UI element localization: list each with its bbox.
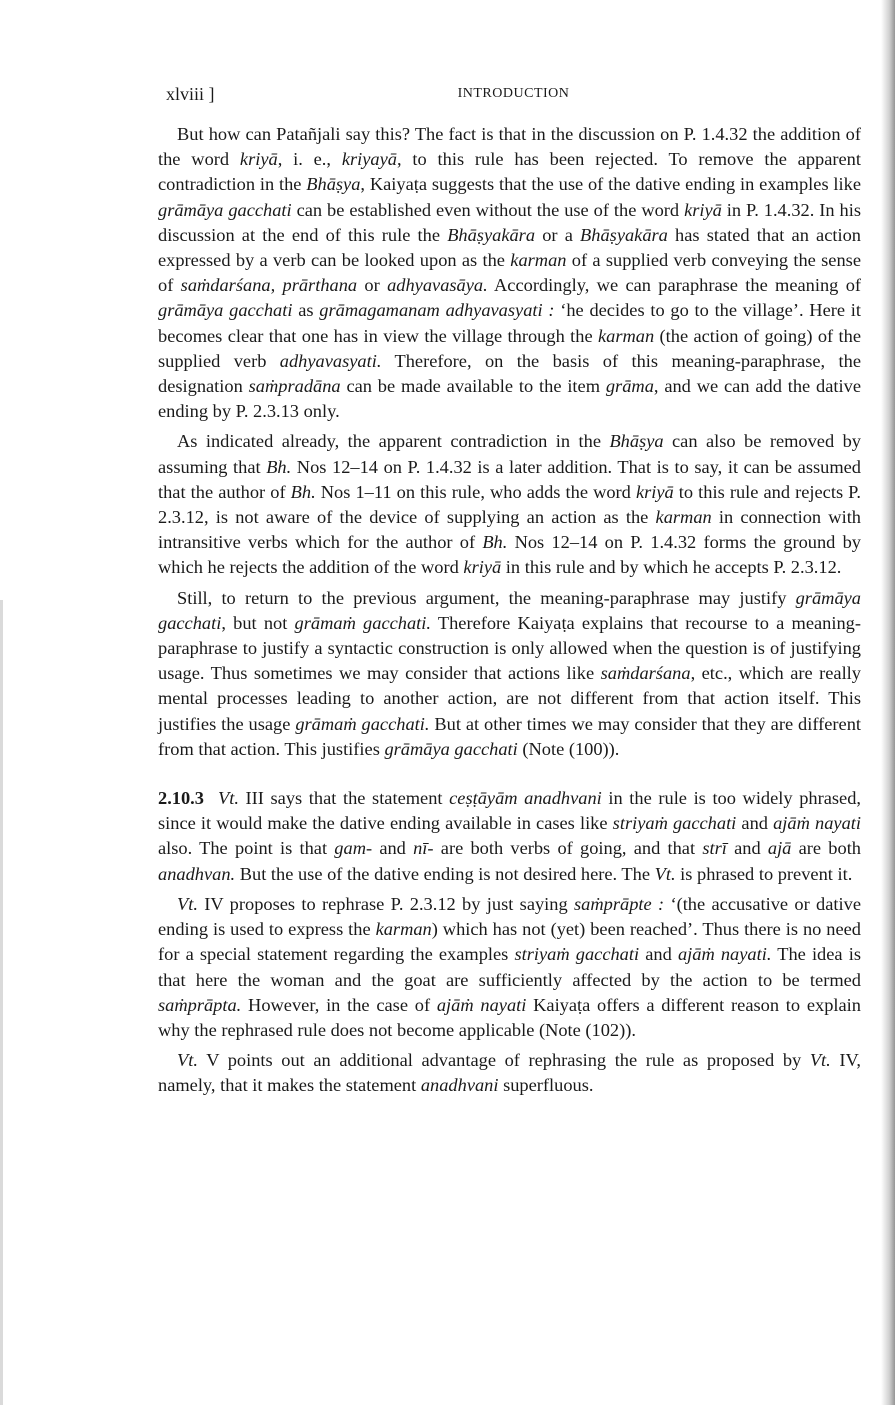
italic-term: karman (597, 325, 655, 346)
italic-term: saṁpradāna (248, 376, 341, 397)
text-run: , and we can add the dative ending by P. 2.3.13 only. (158, 376, 861, 422)
text-run: Nos 12–14 on P. 1.4.32 is a later addition. That is to say, it can be assumed that the author of (158, 456, 861, 502)
italic-term: Bh. (266, 456, 292, 477)
italic-term: grāmāya gacchati (158, 587, 861, 633)
paragraph-1 (158, 122, 861, 424)
text-run: But the use of the dative ending is not desired here. The (235, 863, 655, 884)
italic-term: Bhāṣyakāra (580, 224, 668, 245)
italic-term: kriyā (684, 199, 722, 220)
section-2-10-3 (158, 786, 861, 887)
page-body (158, 122, 861, 1104)
italic-term: karman (655, 507, 712, 528)
italic-term: anadhvan. (158, 863, 236, 884)
text-run: ) which has not (yet) been reached’. Thus there is no need for a special statement regarding the examples (158, 919, 861, 965)
text-run: of a supplied verb conveying the sense of (158, 250, 861, 296)
text-run: are both verbs of going, and that (433, 838, 703, 859)
italic-term: karman (510, 250, 567, 271)
text-run: Nos 12–14 on P. 1.4.32 forms the ground by which he rejects the addition of the word (158, 532, 861, 578)
text-run: can be made available to the item (340, 376, 606, 397)
italic-term: kriyā (635, 481, 674, 502)
italic-term: karman (375, 919, 432, 940)
text-run: in this rule and by which he accepts P. 2.3.12. (501, 557, 842, 578)
italic-term: kriyayā (341, 149, 397, 170)
running-title: INTRODUCTION (457, 86, 570, 101)
italic-term: saṁprāpte : (574, 893, 665, 914)
italic-term: grāmaṁ gacchati. (295, 713, 430, 734)
italic-term: kriyā (463, 557, 502, 578)
section-number: 2.10.3 (158, 788, 204, 809)
text-run: , but not (221, 612, 295, 633)
text-run: is phrased to prevent it. (675, 863, 853, 884)
scan-edge-shadow (881, 0, 895, 1405)
italic-term: adhyavasyati. (279, 350, 382, 371)
text-run: as (292, 300, 320, 321)
text-run: Therefore, on the basis of this meaning-paraphrase, the designation (158, 350, 861, 397)
text-run: to this rule and rejects P. 2.3.12, is not aware of the device of supplying an action as the (158, 481, 861, 528)
text-run: V points out an additional advantage of rephrasing the rule as proposed by (197, 1050, 810, 1071)
paragraph-3 (158, 586, 861, 762)
italic-term: Bhāṣya (306, 174, 361, 195)
text-run: III says that the statement (238, 788, 450, 809)
italic-term: grāmaṁ gacchati. (294, 612, 431, 633)
text-run: But at other times we may consider that they are different from that action. This justifies (158, 713, 862, 759)
italic-term: saṁdarśana, prārthana (180, 275, 358, 296)
text-run: ‘(the accusative or dative ending is used to express the (158, 893, 861, 940)
text-run: in connection with intransitive verbs which for the author of (158, 507, 861, 553)
italic-term: anadhvani (420, 1075, 499, 1096)
italic-term: grāmāya gacchati (158, 300, 293, 321)
italic-term: ajāṁ nayati (436, 994, 527, 1015)
italic-term: Vt. (654, 863, 676, 884)
text-run: and (736, 813, 774, 834)
paragraph-5 (158, 892, 861, 1043)
italic-term: striyaṁ gacchati (514, 944, 640, 965)
italic-term: ajāṁ nayati. (677, 944, 772, 965)
text-run: (the action of going) of the supplied verb (158, 325, 861, 371)
text-run: , i. e., (277, 149, 342, 170)
text-run: However, in the case of (241, 994, 437, 1015)
italic-term: ajā (767, 838, 792, 859)
page-number: xlviii ] (166, 84, 215, 104)
italic-term: ceṣṭāyām anadhvani (449, 788, 602, 809)
text-run: Still, to return to the previous argument, the meaning-paraphrase may justify (177, 587, 796, 608)
text-run: and (726, 838, 768, 859)
italic-term: grāmagamanam adhyavasyati : (319, 300, 555, 321)
italic-term: Bh. (290, 481, 316, 502)
text-run: As indicated already, the apparent contradiction in the (177, 431, 610, 452)
italic-term: Vt. (809, 1050, 831, 1071)
text-run: also. The point is that (158, 838, 335, 859)
italic-term: adhyavasāya. (387, 275, 488, 296)
italic-term: gam- (334, 838, 373, 859)
text-run: Therefore Kaiyaṭa explains that recourse to a meaning-paraphrase to justify a syntactic construction is only allowed when the question is of justifying usage. Thus sometimes we may consider that actions like (158, 612, 862, 684)
italic-term: nī- (413, 838, 434, 859)
text-run: The idea is that here the woman and the goat are sufficiently affected by the action to be termed (158, 944, 861, 990)
italic-term: strī (702, 838, 727, 859)
italic-term: Vt. (217, 788, 239, 809)
paragraph-2 (158, 429, 861, 580)
text-run: IV proposes to rephrase P. 2.3.12 by just saying (197, 893, 575, 914)
text-run: Kaiyaṭa offers a different reason to explain why the rephrased rule does not become applicable (Note (102)). (158, 994, 861, 1040)
text-run: , Kaiyaṭa suggests that the use of the dative ending in examples like (360, 174, 862, 195)
text-run: are both (791, 838, 861, 859)
italic-term: saṁprāpta. (158, 994, 242, 1015)
text-run: and (639, 944, 678, 965)
text-run: (Note (100)). (517, 738, 620, 759)
text-run: But how can Patañjali say this? The fact is that in the discussion on P. 1.4.32 the addition of the word (158, 124, 861, 170)
italic-term: grāma (605, 376, 654, 397)
text-run: Nos 1–11 on this rule, who adds the word (315, 481, 636, 502)
paragraph-6 (158, 1048, 861, 1098)
italic-term: Bh. (482, 532, 508, 553)
text-run: and (372, 838, 414, 859)
text-run: , to this rule has been rejected. To remove the apparent contradiction in the (158, 149, 861, 195)
text-run: can also be removed by assuming that (158, 431, 861, 477)
italic-term: grāmāya gacchati (158, 199, 292, 220)
italic-term: Vt. (177, 1050, 198, 1071)
text-run: or (357, 275, 388, 296)
italic-term: Bhāṣyakāra (447, 224, 536, 245)
italic-term: saṁdarśana (600, 663, 691, 684)
italic-term: Vt. (177, 893, 198, 914)
text-run: can be established even without the use of the word (291, 199, 685, 220)
italic-term: grāmāya gacchati (384, 738, 518, 759)
text-run: ‘he decides to go to the village’. Here it becomes clear that one has in view the village through the (158, 300, 861, 346)
text-run: IV, namely, that it makes the statement (158, 1050, 861, 1096)
italic-term: kriyā (239, 149, 278, 170)
scan-left-edge (0, 600, 3, 1405)
italic-term: striyaṁ gacchati (612, 813, 737, 834)
italic-term: ajāṁ nayati (773, 813, 861, 834)
text-run: has stated that an action expressed by a verb can be looked upon as the (158, 224, 861, 271)
page-header (166, 84, 861, 106)
text-run: superfluous. (498, 1075, 594, 1096)
text-run: Accordingly, we can paraphrase the meaning of (487, 275, 862, 296)
text-run: , etc., which are really mental processes leading to another action, are not different from that action itself. This justifies the usage (158, 663, 861, 734)
text-run: in the rule is too widely phrased, since it would make the dative ending available in cases like (158, 788, 861, 834)
italic-term: Bhāṣya (609, 431, 664, 452)
text-run: or a (535, 224, 581, 245)
text-run: in P. 1.4.32. In his discussion at the end of this rule the (158, 199, 861, 245)
